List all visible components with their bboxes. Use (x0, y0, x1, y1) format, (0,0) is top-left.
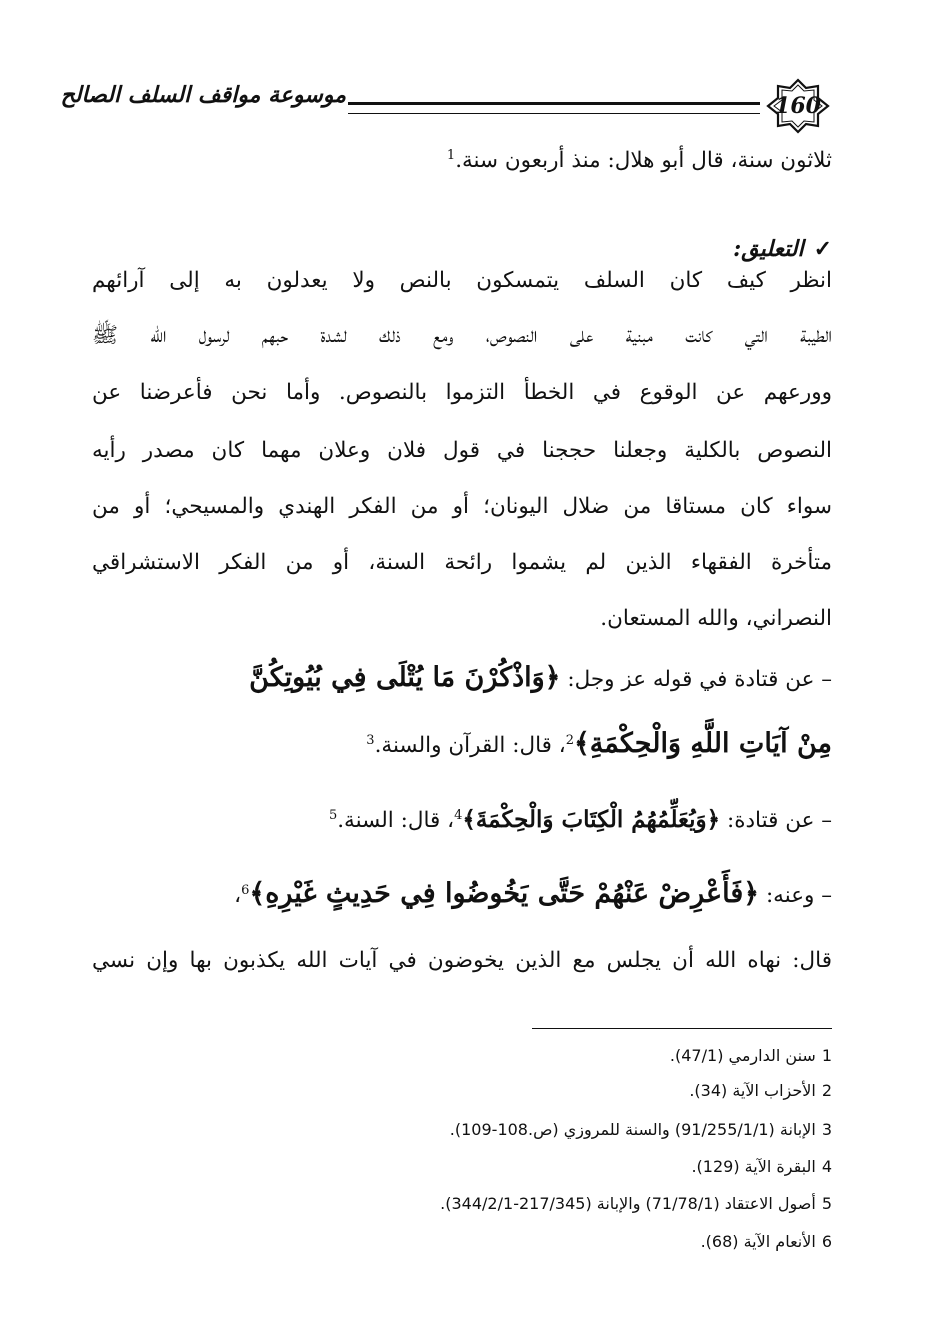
footnote-ref: 1 (446, 147, 456, 163)
footnote-separator (532, 1028, 832, 1029)
quote-after: ، (234, 883, 242, 908)
quote-intro: – عن قتادة في قوله عز وجل: (560, 667, 832, 692)
quote-line (92, 730, 832, 757)
footnote-number: 3 (821, 1120, 832, 1139)
footnote-number: 5 (821, 1194, 832, 1213)
footnote-number: 1 (821, 1046, 832, 1065)
body-text: ثلاثون سنة، قال أبو هلال: منذ أربعون سنة. (455, 148, 832, 173)
quote-line (92, 664, 832, 691)
footnote-number: 6 (821, 1232, 832, 1251)
heading-text: التعليق: (733, 236, 804, 262)
page-header (60, 78, 830, 134)
footnote-text: سنن الدارمي (47/1). (669, 1046, 816, 1065)
footnote-text: البقرة الآية (129). (691, 1157, 816, 1176)
quote-after: ، قال: القرآن والسنة. (374, 733, 566, 758)
footnote-item (440, 1194, 832, 1213)
paragraph-line: الطيبة التي كانت مبنية على النصوص، ومع ذلك لشدة حبهم لرسول الله ﷺ (92, 323, 832, 348)
footnote-item (689, 1081, 832, 1100)
footnote-text: الأنعام الآية (68). (700, 1232, 816, 1251)
page-number-badge (766, 78, 830, 134)
footnote-ref: 3 (366, 732, 375, 748)
footnote-item (701, 1232, 832, 1251)
quran-verse: مِنْ آيَاتِ اللَّهِ وَالْحِكْمَةِ﴾ (573, 728, 832, 759)
quote-line (92, 880, 832, 907)
page-number: 160 (775, 93, 821, 119)
paragraph-line: النصوص بالكلية وجعلنا حججنا في قول فلان وعلان مهما كان مصدر رأيه (92, 438, 832, 463)
commentary-heading (733, 236, 832, 262)
footnote-text: أصول الاعتقاد (71/78/1) والإبانة (217/345-344/2/1). (440, 1194, 816, 1213)
paragraph-line: انظر كيف كان السلف يتمسكون بالنص ولا يعدلون به إلى آرائهم (92, 268, 832, 293)
quran-verse: ﴿وَاذْكُرْنَ مَا يُتْلَى فِي بُيُوتِكُنَّ (249, 662, 561, 693)
paragraph-line: متأخرة الفقهاء الذين لم يشموا رائحة السنة، أو من الفكر الاستشراقي (92, 550, 832, 575)
paragraph-line: وورعهم عن الوقوع في الخطأ التزموا بالنصوص. وأما نحن فأعرضنا عن (92, 380, 832, 405)
quran-verse: ﴿فَأَعْرِضْ عَنْهُمْ حَتَّى يَخُوضُوا فِي حَدِيثٍ غَيْرِهِ﴾ (249, 878, 760, 909)
quran-verse: ﴿وَيُعَلِّمُهُمُ الْكِتَابَ وَالْحِكْمَةَ﴾ (462, 806, 721, 833)
body-line: قال: نهاه الله أن يجلس مع الذين يخوضون في آيات الله يكذبون بها وإن نسي (92, 948, 832, 973)
footnote-text: الأحزاب الآية (34). (689, 1081, 816, 1100)
footnote-item (691, 1157, 832, 1176)
footnote-ref: 6 (241, 882, 250, 898)
footnote-ref: 2 (565, 732, 574, 748)
quote-intro: – وعنه: (759, 883, 832, 908)
footnote-item (670, 1046, 832, 1065)
quote-line (92, 808, 832, 832)
body-line (92, 147, 832, 173)
quote-intro: – عن قتادة: (720, 808, 832, 833)
footnote-text: الإبانة (91/255/1/1) والسنة للمروزي (ص.108-109). (449, 1120, 816, 1139)
footnote-number: 4 (821, 1157, 832, 1176)
book-title: موسوعة مواقف السلف الصالح (60, 82, 346, 108)
footnote-ref: 5 (328, 807, 338, 823)
footnote-number: 2 (821, 1081, 832, 1100)
footnote-ref: 4 (454, 807, 463, 823)
paragraph-line: النصراني، والله المستعان. (600, 606, 832, 631)
footnote-item (450, 1120, 832, 1139)
header-rule (348, 102, 760, 114)
checkmark-icon: ✓ (813, 236, 832, 262)
paragraph-line: سواء كان مستاقا من ضلال اليونان؛ أو من الفكر الهندي والمسيحي؛ أو من (92, 494, 832, 519)
quote-after: ، قال: السنة. (337, 808, 455, 833)
